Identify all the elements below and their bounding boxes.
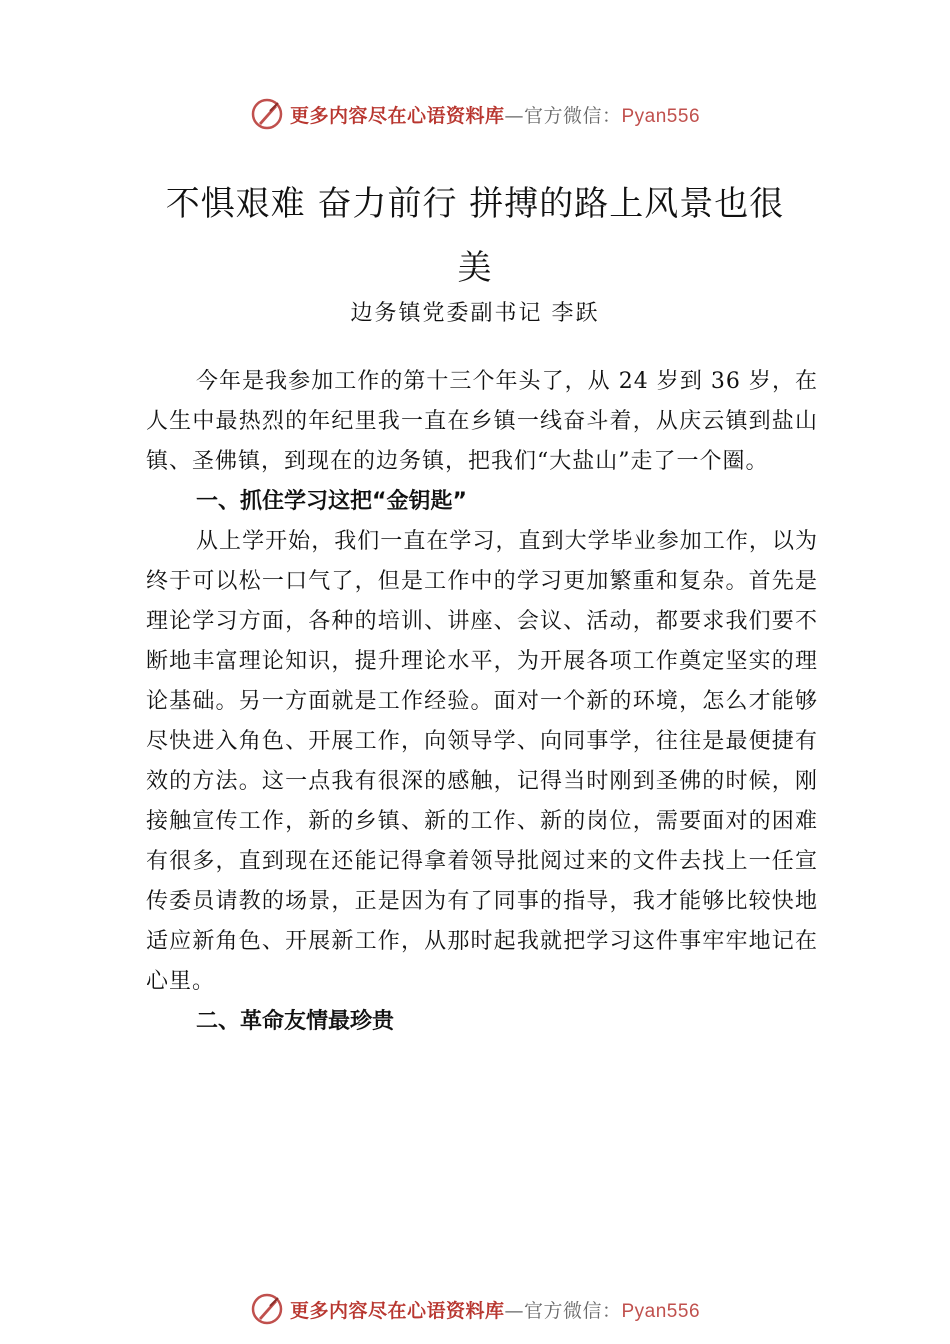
section2-heading: 二、革命友情最珍贵	[196, 1009, 395, 1034]
intro-paragraph: 今年是我参加工作的第十三个年头了，从 24 岁到 36 岁，在人生中最热烈的年纪里我一直在乡镇一线奋斗着，从庆云镇到盐山镇、圣佛镇，到现在的边务镇，把我们“大盐山”走了一个圈。	[146, 369, 818, 474]
section1-heading: 一、抓住学习这把“金钥匙”	[196, 489, 467, 514]
watermark-banner-top	[0, 94, 950, 134]
watermark-text	[290, 1296, 700, 1323]
watermark-wechat-id: Pyan556	[621, 1300, 701, 1322]
section1-paragraph: 从上学开始，我们一直在学习，直到大学毕业参加工作，以为终于可以松一口气了，但是工作中的学习更加繁重和复杂。首先是理论学习方面，各种的培训、讲座、会议、活动，都要求我们要不断地丰富理论知识，提升理论水平，为开展各项工作奠定坚实的理论基础。另一方面就是工作经验。面对一个新的环境，怎么才能够尽快进入角色、开展工作，向领导学、向同事学，往往是最便捷有效的方法。这一点我有很深的感触，记得当时刚到圣佛的时候，刚接触宣传工作，新的乡镇、新的工作、新的岗位，需要面对的困难有很多，直到现在还能记得拿着领导批阅过来的文件去找上一任宣传委员请教的场景，正是因为有了同事的指导，我才能够比较快地适应新角色、开展新工作，从那时起我就把学习这件事牢牢地记在心里。	[146, 529, 818, 994]
watermark-banner-bottom	[0, 1289, 950, 1329]
document-title-line2: 美	[457, 248, 493, 288]
watermark-text	[290, 101, 700, 128]
watermark-wechat-id: Pyan556	[621, 105, 701, 127]
quill-pen-logo-icon	[250, 1292, 284, 1326]
watermark-wechat-label: 官方微信：	[523, 1299, 622, 1322]
watermark-separator: —	[504, 1299, 524, 1322]
quill-pen-logo-icon	[250, 97, 284, 131]
document-author: 边务镇党委副书记 李跃	[350, 301, 600, 326]
watermark-separator: —	[504, 104, 524, 127]
document-body	[146, 362, 818, 1042]
watermark-brand: 更多内容尽在心语资料库	[289, 1299, 505, 1322]
watermark-wechat-label: 官方微信：	[523, 104, 622, 127]
document-title-line1: 不惧艰难 奋力前行 拼搏的路上风景也很	[165, 184, 785, 224]
watermark-brand: 更多内容尽在心语资料库	[289, 104, 505, 127]
